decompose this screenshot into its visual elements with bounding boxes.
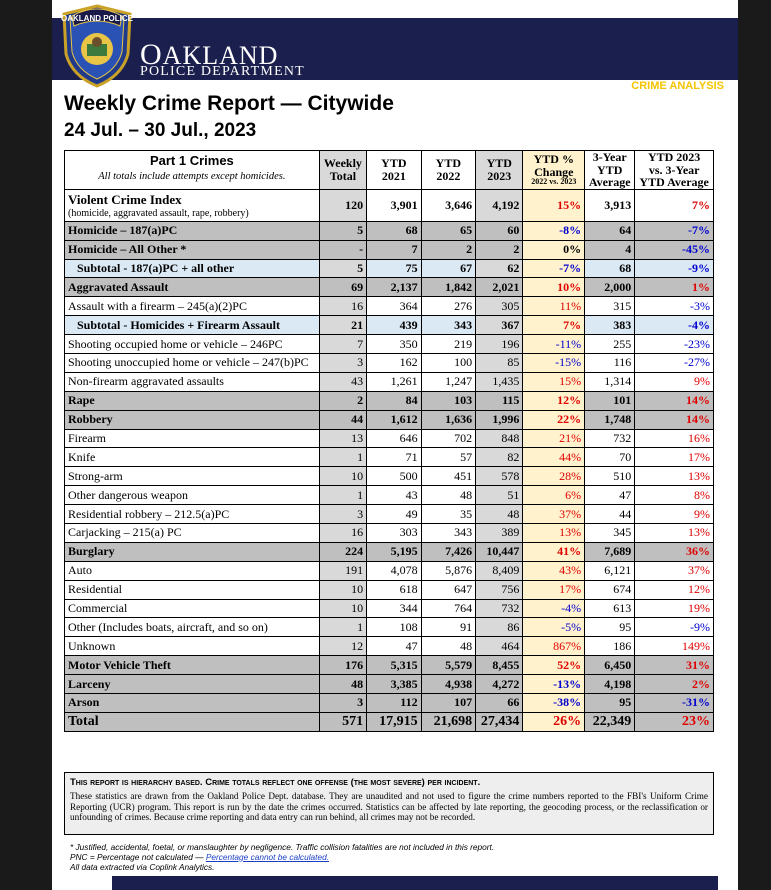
- cell-ytd-2023: 51: [476, 486, 523, 505]
- cell-vs-3yr: -27%: [635, 354, 714, 373]
- cell-ytd-2023: 578: [476, 467, 523, 486]
- cell-3yr-avg: 7,689: [585, 542, 635, 561]
- cell-ytd-2023: 1,435: [476, 372, 523, 391]
- cell-ytd-change: 10%: [523, 278, 585, 297]
- cell-3yr-avg: 47: [585, 486, 635, 505]
- cell-ytd-change: 15%: [523, 372, 585, 391]
- row-label: Residential: [65, 580, 320, 599]
- cell-ytd-2022: 343: [421, 524, 476, 543]
- row-label: Motor Vehicle Theft: [65, 656, 320, 675]
- footnote-coplink: All data extracted via Coplink Analytics.: [70, 861, 215, 872]
- row-label: Shooting occupied home or vehicle – 246PC: [65, 335, 320, 354]
- cell-ytd-change: -5%: [523, 618, 585, 637]
- cell-ytd-2021: 84: [367, 391, 422, 410]
- cell-ytd-2023: 62: [476, 259, 523, 278]
- row-label: Homicide – All Other *: [65, 240, 320, 259]
- cell-ytd-2022: 343: [421, 316, 476, 335]
- cell-ytd-change: 7%: [523, 316, 585, 335]
- cell-ytd-2023: 1,996: [476, 410, 523, 429]
- cell-weekly: 3: [319, 505, 366, 524]
- table-row: [65, 410, 714, 429]
- cell-weekly: 1: [319, 448, 366, 467]
- cell-ytd-2022: 276: [421, 297, 476, 316]
- cell-ytd-2023: 4,272: [476, 675, 523, 694]
- cell-vs-3yr: -3%: [635, 297, 714, 316]
- crime-table: [64, 150, 714, 732]
- cell-ytd-2022: 5,579: [421, 656, 476, 675]
- cell-weekly: 10: [319, 599, 366, 618]
- cell-weekly: -: [319, 240, 366, 259]
- cell-ytd-2021: 112: [367, 694, 422, 713]
- table-header-row: [65, 151, 714, 190]
- cell-vs-3yr: 9%: [635, 505, 714, 524]
- table-row: [65, 354, 714, 373]
- cell-ytd-2021: 49: [367, 505, 422, 524]
- cell-weekly: 16: [319, 297, 366, 316]
- cell-ytd-change: -11%: [523, 335, 585, 354]
- cell-ytd-2021: 364: [367, 297, 422, 316]
- cell-ytd-2021: 646: [367, 429, 422, 448]
- cell-ytd-2021: 4,078: [367, 561, 422, 580]
- table-row: [65, 599, 714, 618]
- hierarchy-notice: [64, 772, 714, 835]
- cell-vs-3yr: -7%: [635, 221, 714, 240]
- cell-ytd-change: -4%: [523, 599, 585, 618]
- cell-ytd-2022: 451: [421, 467, 476, 486]
- cell-ytd-2021: 108: [367, 618, 422, 637]
- cell-ytd-2022: 5,876: [421, 561, 476, 580]
- row-label: Knife: [65, 448, 320, 467]
- cell-3yr-avg: 64: [585, 221, 635, 240]
- table-row: [65, 694, 714, 713]
- cell-ytd-2023: 115: [476, 391, 523, 410]
- cell-vs-3yr: 23%: [635, 712, 714, 731]
- cell-ytd-2023: 464: [476, 637, 523, 656]
- cell-weekly: 5: [319, 221, 366, 240]
- cell-weekly: 224: [319, 542, 366, 561]
- row-label: Larceny: [65, 675, 320, 694]
- department-name: POLICE DEPARTMENT: [140, 64, 305, 79]
- cell-weekly: 3: [319, 694, 366, 713]
- cell-ytd-2021: 68: [367, 221, 422, 240]
- cell-ytd-2022: 67: [421, 259, 476, 278]
- table-body: [65, 189, 714, 731]
- cell-vs-3yr: 12%: [635, 580, 714, 599]
- cell-ytd-2022: 3,646: [421, 189, 476, 221]
- row-label: Carjacking – 215(a) PC: [65, 524, 320, 543]
- cell-ytd-change: 37%: [523, 505, 585, 524]
- cell-weekly: 21: [319, 316, 366, 335]
- cell-vs-3yr: -4%: [635, 316, 714, 335]
- cell-ytd-2023: 85: [476, 354, 523, 373]
- table-row: [65, 467, 714, 486]
- header-vs-3yr: YTD 2023 vs. 3-Year YTD Average: [635, 151, 714, 190]
- cell-ytd-2023: 848: [476, 429, 523, 448]
- cell-vs-3yr: 14%: [635, 410, 714, 429]
- cell-ytd-change: -7%: [523, 259, 585, 278]
- cell-ytd-2022: 103: [421, 391, 476, 410]
- cell-vs-3yr: -9%: [635, 259, 714, 278]
- footer-bar: [112, 876, 718, 890]
- cell-vs-3yr: 13%: [635, 467, 714, 486]
- header-ytd-2023: YTD 2023: [476, 151, 523, 190]
- cell-ytd-change: 6%: [523, 486, 585, 505]
- row-label: Assault with a firearm – 245(a)(2)PC: [65, 297, 320, 316]
- row-label: Violent Crime Index (homicide, aggravated assault, rape, robbery): [65, 189, 320, 221]
- table-row: [65, 618, 714, 637]
- table-row: [65, 259, 714, 278]
- report-title: Weekly Crime Report — Citywide: [64, 92, 394, 115]
- row-label: Other dangerous weapon: [65, 486, 320, 505]
- cell-3yr-avg: 4,198: [585, 675, 635, 694]
- table-row: [65, 675, 714, 694]
- cell-weekly: 191: [319, 561, 366, 580]
- row-label: Strong-arm: [65, 467, 320, 486]
- cell-weekly: 5: [319, 259, 366, 278]
- cell-ytd-2023: 8,409: [476, 561, 523, 580]
- cell-3yr-avg: 4: [585, 240, 635, 259]
- cell-vs-3yr: 2%: [635, 675, 714, 694]
- table-row: [65, 372, 714, 391]
- pnc-link[interactable]: Percentage cannot be calculated.: [205, 851, 329, 862]
- table-row: [65, 221, 714, 240]
- report-page: [52, 0, 738, 890]
- cell-vs-3yr: 31%: [635, 656, 714, 675]
- cell-ytd-2021: 303: [367, 524, 422, 543]
- cell-ytd-change: 867%: [523, 637, 585, 656]
- table-row: [65, 278, 714, 297]
- cell-3yr-avg: 345: [585, 524, 635, 543]
- cell-vs-3yr: 19%: [635, 599, 714, 618]
- row-label: Aggravated Assault: [65, 278, 320, 297]
- cell-ytd-change: 26%: [523, 712, 585, 731]
- cell-3yr-avg: 6,450: [585, 656, 635, 675]
- cell-3yr-avg: 1,748: [585, 410, 635, 429]
- row-label: Non-firearm aggravated assaults: [65, 372, 320, 391]
- cell-3yr-avg: 68: [585, 259, 635, 278]
- cell-weekly: 176: [319, 656, 366, 675]
- cell-ytd-change: 0%: [523, 240, 585, 259]
- cell-ytd-2021: 344: [367, 599, 422, 618]
- header-ytd-2021: YTD 2021: [367, 151, 422, 190]
- table-row: [65, 561, 714, 580]
- cell-3yr-avg: 315: [585, 297, 635, 316]
- cell-ytd-2021: 3,901: [367, 189, 422, 221]
- cell-ytd-2023: 756: [476, 580, 523, 599]
- cell-weekly: 12: [319, 637, 366, 656]
- cell-ytd-change: 41%: [523, 542, 585, 561]
- cell-ytd-2023: 60: [476, 221, 523, 240]
- cell-weekly: 1: [319, 618, 366, 637]
- cell-ytd-change: 21%: [523, 429, 585, 448]
- cell-ytd-2023: 82: [476, 448, 523, 467]
- notice-heading: This report is hierarchy based. Crime totals reflect one offense (the most severe) per incident.: [70, 777, 481, 788]
- cell-3yr-avg: 101: [585, 391, 635, 410]
- cell-3yr-avg: 674: [585, 580, 635, 599]
- table-row: [65, 240, 714, 259]
- cell-ytd-2021: 439: [367, 316, 422, 335]
- cell-ytd-2023: 10,447: [476, 542, 523, 561]
- cell-3yr-avg: 116: [585, 354, 635, 373]
- cell-ytd-2022: 219: [421, 335, 476, 354]
- cell-ytd-2021: 5,195: [367, 542, 422, 561]
- cell-vs-3yr: 17%: [635, 448, 714, 467]
- cell-weekly: 48: [319, 675, 366, 694]
- header-part1: Part 1 Crimes All totals include attempts except homicides.: [65, 151, 320, 190]
- cell-vs-3yr: 13%: [635, 524, 714, 543]
- cell-ytd-2022: 21,698: [421, 712, 476, 731]
- cell-vs-3yr: 1%: [635, 278, 714, 297]
- table-row: [65, 429, 714, 448]
- table-row: [65, 297, 714, 316]
- cell-ytd-change: 13%: [523, 524, 585, 543]
- cell-vs-3yr: -45%: [635, 240, 714, 259]
- cell-ytd-2023: 48: [476, 505, 523, 524]
- cell-ytd-2022: 1,842: [421, 278, 476, 297]
- row-label: Commercial: [65, 599, 320, 618]
- cell-weekly: 3: [319, 354, 366, 373]
- cell-ytd-2021: 71: [367, 448, 422, 467]
- cell-3yr-avg: 22,349: [585, 712, 635, 731]
- cell-ytd-2022: 1,636: [421, 410, 476, 429]
- cell-ytd-2021: 350: [367, 335, 422, 354]
- address-line: 455 7th St., Oakland, CA 94607 | opdcrimeanalysis@oaklandnet.com: [140, 84, 367, 91]
- cell-ytd-2022: 7,426: [421, 542, 476, 561]
- row-label: Residential robbery – 212.5(a)PC: [65, 505, 320, 524]
- cell-ytd-change: -15%: [523, 354, 585, 373]
- cell-weekly: 2: [319, 391, 366, 410]
- cell-3yr-avg: 3,913: [585, 189, 635, 221]
- cell-3yr-avg: 186: [585, 637, 635, 656]
- cell-3yr-avg: 70: [585, 448, 635, 467]
- cell-weekly: 13: [319, 429, 366, 448]
- cell-ytd-2021: 5,315: [367, 656, 422, 675]
- cell-3yr-avg: 44: [585, 505, 635, 524]
- cell-ytd-change: 52%: [523, 656, 585, 675]
- cell-ytd-2022: 35: [421, 505, 476, 524]
- cell-ytd-change: -8%: [523, 221, 585, 240]
- cell-3yr-avg: 2,000: [585, 278, 635, 297]
- row-label: Unknown: [65, 637, 320, 656]
- cell-ytd-2021: 1,261: [367, 372, 422, 391]
- table-row: [65, 524, 714, 543]
- cell-ytd-change: 15%: [523, 189, 585, 221]
- cell-3yr-avg: 383: [585, 316, 635, 335]
- cell-weekly: 16: [319, 524, 366, 543]
- org-name: OAKLAND: [140, 38, 279, 71]
- cell-ytd-2022: 91: [421, 618, 476, 637]
- table-row: [65, 712, 714, 731]
- cell-ytd-2021: 43: [367, 486, 422, 505]
- table-row: [65, 335, 714, 354]
- cell-vs-3yr: -9%: [635, 618, 714, 637]
- cell-ytd-2022: 2: [421, 240, 476, 259]
- cell-ytd-2022: 702: [421, 429, 476, 448]
- cell-ytd-2023: 86: [476, 618, 523, 637]
- cell-ytd-2021: 7: [367, 240, 422, 259]
- row-label: Firearm: [65, 429, 320, 448]
- row-label: Homicide – 187(a)PC: [65, 221, 320, 240]
- row-label: Other (Includes boats, aircraft, and so on): [65, 618, 320, 637]
- table-row: [65, 391, 714, 410]
- cell-vs-3yr: 14%: [635, 391, 714, 410]
- cell-3yr-avg: 95: [585, 694, 635, 713]
- cell-ytd-2023: 66: [476, 694, 523, 713]
- section-label: CRIME ANALYSIS: [631, 80, 724, 92]
- cell-3yr-avg: 95: [585, 618, 635, 637]
- row-label: Subtotal - Homicides + Firearm Assault: [65, 316, 320, 335]
- cell-weekly: 10: [319, 580, 366, 599]
- cell-weekly: 10: [319, 467, 366, 486]
- cell-vs-3yr: 8%: [635, 486, 714, 505]
- cell-weekly: 1: [319, 486, 366, 505]
- cell-ytd-2023: 2,021: [476, 278, 523, 297]
- footnote-pnc: PNC = Percentage not calculated — Percentage cannot be calculated.: [70, 851, 329, 862]
- cell-weekly: 43: [319, 372, 366, 391]
- cell-ytd-2023: 27,434: [476, 712, 523, 731]
- cell-ytd-2021: 3,385: [367, 675, 422, 694]
- table-row-vci: [65, 189, 714, 221]
- row-label: Total: [65, 712, 320, 731]
- cell-ytd-2023: 4,192: [476, 189, 523, 221]
- row-label: Arson: [65, 694, 320, 713]
- cell-ytd-2022: 107: [421, 694, 476, 713]
- cell-3yr-avg: 732: [585, 429, 635, 448]
- notice-body: These statistics are drawn from the Oakland Police Dept. database. They are unaudited and not used to figure the crime numbers reported to the FBI's Uniform Crime Reporting (UCR) program. This report is run by the date the crimes occurred. Statistics can be affected by late reporting, the geocoding process, or the reclassification or unfounding of crimes. Because crime reporting and data entry can run behind, all crimes may not be recorded.: [70, 791, 708, 823]
- cell-vs-3yr: -23%: [635, 335, 714, 354]
- cell-3yr-avg: 1,314: [585, 372, 635, 391]
- cell-ytd-2022: 48: [421, 637, 476, 656]
- table-row: [65, 505, 714, 524]
- cell-weekly: 571: [319, 712, 366, 731]
- cell-vs-3yr: 16%: [635, 429, 714, 448]
- cell-ytd-2021: 1,612: [367, 410, 422, 429]
- cell-ytd-2022: 100: [421, 354, 476, 373]
- cell-ytd-2022: 1,247: [421, 372, 476, 391]
- row-label: Auto: [65, 561, 320, 580]
- row-label: Shooting unoccupied home or vehicle – 247(b)PC: [65, 354, 320, 373]
- cell-ytd-2023: 732: [476, 599, 523, 618]
- cell-ytd-change: -38%: [523, 694, 585, 713]
- table-row: [65, 448, 714, 467]
- cell-ytd-change: 28%: [523, 467, 585, 486]
- cell-weekly: 7: [319, 335, 366, 354]
- cell-ytd-2023: 8,455: [476, 656, 523, 675]
- cell-ytd-2022: 48: [421, 486, 476, 505]
- cell-ytd-change: 44%: [523, 448, 585, 467]
- cell-weekly: 44: [319, 410, 366, 429]
- cell-ytd-2022: 647: [421, 580, 476, 599]
- header-ytd-change: YTD % Change 2022 vs. 2023: [523, 151, 585, 190]
- cell-ytd-2021: 2,137: [367, 278, 422, 297]
- cell-ytd-2021: 47: [367, 637, 422, 656]
- cell-3yr-avg: 255: [585, 335, 635, 354]
- cell-ytd-2022: 764: [421, 599, 476, 618]
- row-label: Rape: [65, 391, 320, 410]
- table-row: [65, 486, 714, 505]
- cell-vs-3yr: 37%: [635, 561, 714, 580]
- cell-ytd-2022: 4,938: [421, 675, 476, 694]
- row-label: Burglary: [65, 542, 320, 561]
- cell-vs-3yr: 36%: [635, 542, 714, 561]
- cell-ytd-2021: 618: [367, 580, 422, 599]
- cell-ytd-2023: 305: [476, 297, 523, 316]
- cell-ytd-2021: 75: [367, 259, 422, 278]
- footnote-justified: * Justified, accidental, foetal, or manslaughter by negligence. Traffic collision fatalities are not included in this report.: [70, 842, 495, 852]
- report-date-range: 24 Jul. – 30 Jul., 2023: [64, 120, 257, 141]
- cell-ytd-2021: 162: [367, 354, 422, 373]
- cell-3yr-avg: 510: [585, 467, 635, 486]
- table-row: [65, 580, 714, 599]
- footnotes: [70, 843, 494, 872]
- cell-ytd-change: 43%: [523, 561, 585, 580]
- row-label: Subtotal - 187(a)PC + all other: [65, 259, 320, 278]
- header-weekly: Weekly Total: [319, 151, 366, 190]
- table-row: [65, 542, 714, 561]
- cell-ytd-2023: 367: [476, 316, 523, 335]
- cell-ytd-2022: 65: [421, 221, 476, 240]
- cell-ytd-2023: 196: [476, 335, 523, 354]
- cell-vs-3yr: 149%: [635, 637, 714, 656]
- cell-ytd-2023: 2: [476, 240, 523, 259]
- cell-vs-3yr: 9%: [635, 372, 714, 391]
- header-bar: [52, 18, 738, 92]
- table-row: [65, 316, 714, 335]
- cell-3yr-avg: 6,121: [585, 561, 635, 580]
- cell-ytd-change: 22%: [523, 410, 585, 429]
- cell-vs-3yr: -31%: [635, 694, 714, 713]
- cell-ytd-change: 17%: [523, 580, 585, 599]
- cell-ytd-2023: 389: [476, 524, 523, 543]
- cell-vs-3yr: 7%: [635, 189, 714, 221]
- header-ytd-2022: YTD 2022: [421, 151, 476, 190]
- cell-3yr-avg: 613: [585, 599, 635, 618]
- cell-ytd-2021: 500: [367, 467, 422, 486]
- cell-ytd-change: 11%: [523, 297, 585, 316]
- table-row: [65, 656, 714, 675]
- cell-ytd-change: -13%: [523, 675, 585, 694]
- badge-text: OAKLAND POLICE: [61, 14, 133, 23]
- row-label: Robbery: [65, 410, 320, 429]
- cell-weekly: 69: [319, 278, 366, 297]
- cell-ytd-2021: 17,915: [367, 712, 422, 731]
- cell-weekly: 120: [319, 189, 366, 221]
- police-badge-icon: [60, 4, 134, 88]
- header-3yr-avg: 3-Year YTD Average: [585, 151, 635, 190]
- table-row: [65, 637, 714, 656]
- cell-ytd-change: 12%: [523, 391, 585, 410]
- cell-ytd-2022: 57: [421, 448, 476, 467]
